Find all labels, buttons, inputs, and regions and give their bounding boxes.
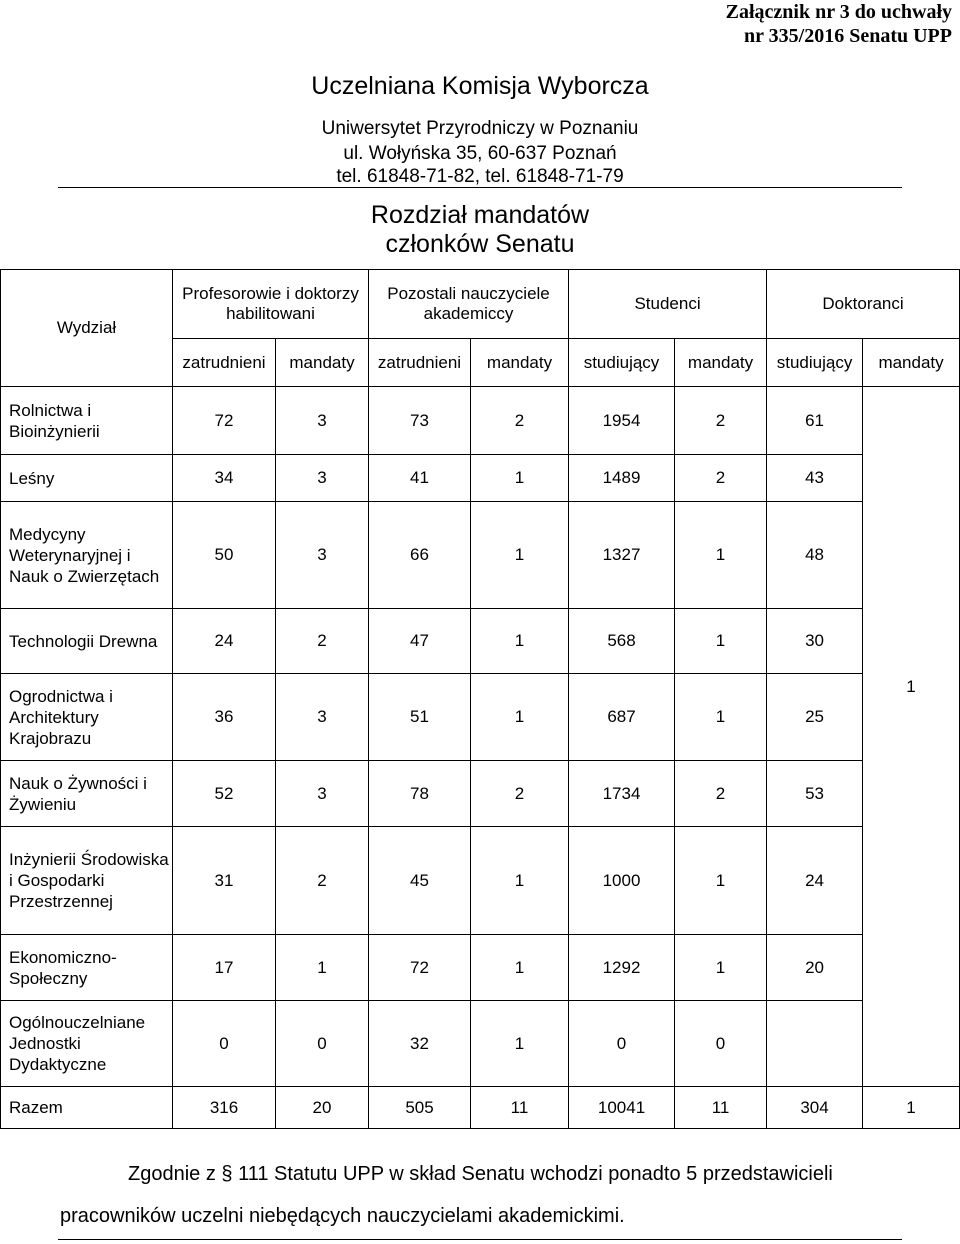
table-row	[1, 827, 960, 935]
row-value: 1000	[569, 827, 675, 935]
row-value: 1	[471, 674, 569, 761]
row-value: 2	[471, 761, 569, 827]
row-value: 73	[369, 387, 471, 455]
header-rule	[58, 187, 902, 188]
footer-rule	[58, 1239, 902, 1240]
group-header-professors: Profesorowie i doktorzy habilitowani	[173, 270, 369, 339]
row-value: 568	[569, 609, 675, 674]
subheader-6: studiujący	[767, 339, 863, 387]
row-faculty-name: Ogólnouczelniane Jednostki Dydaktyczne	[1, 1001, 173, 1087]
doctoral-mandates-merged: 1	[863, 387, 960, 1087]
row-value: 48	[767, 502, 863, 609]
total-row	[1, 1087, 960, 1129]
total-value: 505	[369, 1087, 471, 1129]
row-value: 31	[173, 827, 276, 935]
row-value: 1	[471, 455, 569, 502]
header-row	[1, 270, 960, 339]
subheader-2: zatrudnieni	[369, 339, 471, 387]
row-value: 1	[471, 827, 569, 935]
subheader-1: mandaty	[276, 339, 369, 387]
row-value: 2	[471, 387, 569, 455]
total-value: 304	[767, 1087, 863, 1129]
row-value: 51	[369, 674, 471, 761]
row-value: 3	[276, 387, 369, 455]
row-value: 1	[675, 827, 767, 935]
row-value: 24	[767, 827, 863, 935]
table-row	[1, 674, 960, 761]
row-value: 2	[276, 827, 369, 935]
table-row	[1, 761, 960, 827]
row-faculty-name: Technologii Drewna	[1, 609, 173, 674]
row-value: 1	[471, 935, 569, 1001]
total-value: 11	[471, 1087, 569, 1129]
address-line-3: tel. 61848-71-82, tel. 61848-71-79	[336, 166, 624, 187]
row-value: 0	[276, 1001, 369, 1087]
row-value: 78	[369, 761, 471, 827]
row-value: 3	[276, 502, 369, 609]
mandates-table	[0, 269, 960, 1129]
row-value: 3	[276, 761, 369, 827]
row-value: 1	[675, 502, 767, 609]
total-value: 20	[276, 1087, 369, 1129]
row-value: 53	[767, 761, 863, 827]
address-line-1: Uniwersytet Przyrodniczy w Poznaniu	[321, 118, 639, 139]
row-value: 1292	[569, 935, 675, 1001]
total-value: 316	[173, 1087, 276, 1129]
row-value: 1	[276, 935, 369, 1001]
row-value: 2	[675, 455, 767, 502]
annex-label	[726, 0, 952, 48]
subheader-3: mandaty	[471, 339, 569, 387]
row-faculty-name: Ekonomiczno-Społeczny	[1, 935, 173, 1001]
row-faculty-name: Inżynierii Środowiska i Gospodarki Przestrzennej	[1, 827, 173, 935]
row-value: 0	[569, 1001, 675, 1087]
address-line-2: ul. Wołyńska 35, 60-637 Poznań	[343, 143, 617, 164]
table-row	[1, 935, 960, 1001]
row-faculty-name: Medycyny Weterynaryjnej i Nauk o Zwierzętach	[1, 502, 173, 609]
total-value: 10041	[569, 1087, 675, 1129]
row-value: 36	[173, 674, 276, 761]
annex-line-1: Załącznik nr 3 do uchwały	[725, 1, 952, 23]
row-value	[767, 1001, 863, 1087]
table-row	[1, 455, 960, 502]
row-value: 61	[767, 387, 863, 455]
row-value: 687	[569, 674, 675, 761]
table-row	[1, 387, 960, 455]
row-value: 2	[675, 387, 767, 455]
row-value: 32	[369, 1001, 471, 1087]
row-value: 1	[675, 935, 767, 1001]
row-value: 20	[767, 935, 863, 1001]
subheader-4: studiujący	[569, 339, 675, 387]
row-value: 45	[369, 827, 471, 935]
row-value: 43	[767, 455, 863, 502]
table-row	[1, 609, 960, 674]
row-value: 3	[276, 455, 369, 502]
row-faculty-name: Rolnictwa i Bioinżynierii	[1, 387, 173, 455]
row-value: 24	[173, 609, 276, 674]
row-value: 30	[767, 609, 863, 674]
row-value: 1954	[569, 387, 675, 455]
row-value: 52	[173, 761, 276, 827]
group-header-other-academics: Pozostali nauczyciele akademiccy	[369, 270, 569, 339]
row-value: 1734	[569, 761, 675, 827]
table-row	[1, 1001, 960, 1087]
row-value: 41	[369, 455, 471, 502]
table-row	[1, 502, 960, 609]
subheader-5: mandaty	[675, 339, 767, 387]
subheader-0: zatrudnieni	[173, 339, 276, 387]
page-title	[0, 201, 960, 259]
row-value: 1	[675, 674, 767, 761]
row-value: 1327	[569, 502, 675, 609]
row-value: 0	[173, 1001, 276, 1087]
row-value: 1	[471, 609, 569, 674]
page-title-line-1: Rozdział mandatów	[370, 201, 590, 229]
row-value: 3	[276, 674, 369, 761]
row-value: 17	[173, 935, 276, 1001]
row-value: 50	[173, 502, 276, 609]
subheader-7: mandaty	[863, 339, 960, 387]
row-faculty-name: Nauk o Żywności i Żywieniu	[1, 761, 173, 827]
commission-title: Uczelniana Komisja Wyborcza	[311, 72, 649, 100]
group-header-students: Studenci	[569, 270, 767, 339]
row-value: 66	[369, 502, 471, 609]
col-header-wydzial: Wydział	[1, 270, 173, 387]
footnote-line-2: pracowników uczelni niebędących nauczycielami akademickimi.	[60, 1205, 625, 1227]
row-value: 25	[767, 674, 863, 761]
row-value: 2	[276, 609, 369, 674]
total-value: 1	[863, 1087, 960, 1129]
row-value: 1	[471, 1001, 569, 1087]
row-value: 72	[173, 387, 276, 455]
row-faculty-name: Ogrodnictwa i Architektury Krajobrazu	[1, 674, 173, 761]
row-value: 47	[369, 609, 471, 674]
row-value: 2	[675, 761, 767, 827]
group-header-doctoral: Doktoranci	[767, 270, 960, 339]
footnote-line-1: Zgodnie z § 111 Statutu UPP w skład Senatu wchodzi ponadto 5 przedstawicieli	[128, 1163, 833, 1185]
total-value: 11	[675, 1087, 767, 1129]
row-value: 72	[369, 935, 471, 1001]
row-value: 1	[675, 609, 767, 674]
total-label: Razem	[1, 1087, 173, 1129]
annex-line-2: nr 335/2016 Senatu UPP	[744, 25, 952, 47]
page-title-line-2: członków Senatu	[385, 230, 575, 258]
row-value: 1489	[569, 455, 675, 502]
row-value: 1	[471, 502, 569, 609]
row-faculty-name: Leśny	[1, 455, 173, 502]
row-value: 34	[173, 455, 276, 502]
row-value: 0	[675, 1001, 767, 1087]
